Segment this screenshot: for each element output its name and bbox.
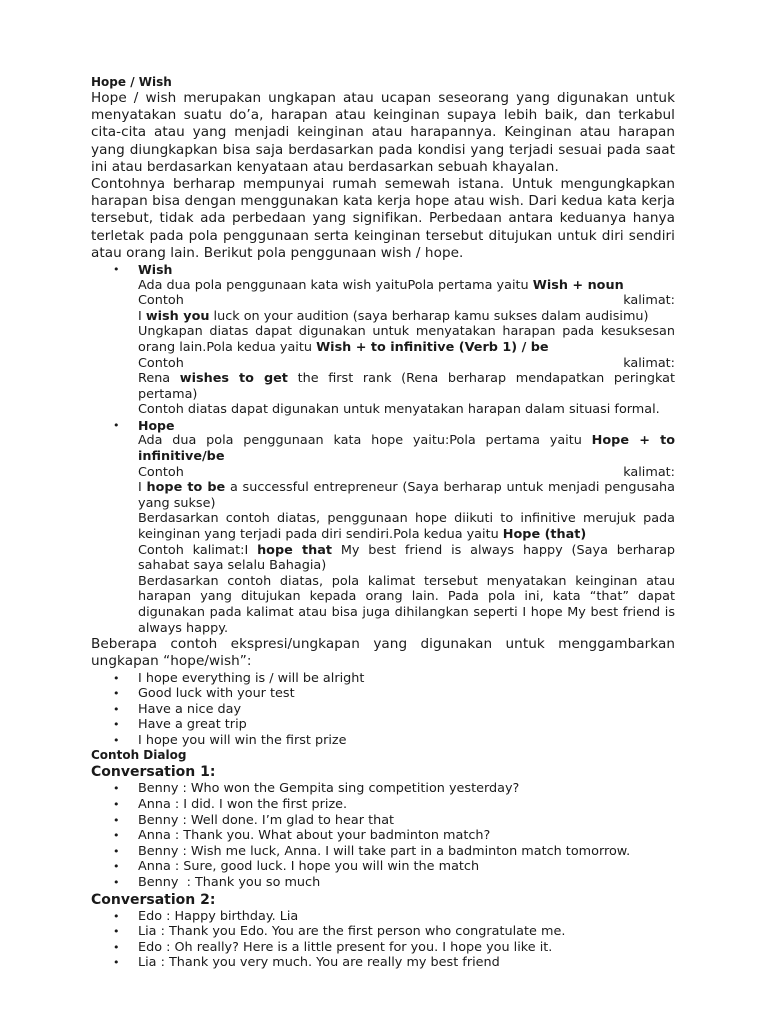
wish-example-2 (138, 371, 675, 402)
list-item (91, 671, 675, 687)
dialog-line (91, 859, 675, 875)
hope-example-2 (138, 543, 675, 574)
bullet-icon: • (113, 956, 120, 970)
hope-note: Berdasarkan contoh diatas, pola kalimat tersebut menyatakan keinginan atau harapan yang ditujukan kepada orang lain. Pada pola ini, kata “that” dapat digunakan pada kalimat atau bisa juga dihilangkan seperti I hope My best friend is always happy. (138, 573, 675, 636)
wish-contoh2-left: Contoh (138, 355, 184, 371)
wish-note: Contoh diatas dapat digunakan untuk menyatakan harapan dalam situasi formal. (138, 402, 660, 418)
intro-paragraph-2: Contohnya berharap mempunyai rumah semewah istana. Untuk mengungkapkan harapan bisa dengan menggunakan kata kerja hope atau wish. Dari kedua kata kerja tersebut, tidak ada perbedaan yang signifikan. Perbedaan antara keduanya hanya terletak pada pola penggunaan serta keinginan tersebut ditujukan untuk diri sendiri atau orang lain. Berikut pola penggunaan wish / hope. (91, 176, 675, 261)
hope-section (91, 418, 675, 636)
wish-p2-text: Ungkapan diatas dapat digunakan untuk menyatakan harapan pada kesuksesan orang lain.Pola kedua yaitu (138, 324, 675, 355)
bullet-icon: • (113, 718, 120, 732)
pattern-list (91, 262, 675, 636)
wish-ex2-post: the first rank (Rena berharap mendapatkan peringkat pertama) (138, 371, 675, 402)
expressions-list (91, 671, 675, 749)
hope-p2-bold: Hope (that) (502, 526, 587, 542)
conversation-1-list (91, 781, 675, 890)
hope-pattern-1 (138, 433, 675, 464)
wish-p1-text: Ada dua pola penggunaan kata wish yaituPola pertama yaitu (138, 277, 533, 293)
wish-p2-bold: Wish + to infinitive (Verb 1) / be (316, 339, 549, 355)
wish-ex2-bold: wishes to get (179, 371, 288, 387)
wish-p1-bold: Wish + noun (532, 277, 624, 293)
hope-ex2-post: My best friend is always happy (Saya berharap sahabat saya selalu Bahagia) (138, 542, 675, 574)
bullet-icon: • (113, 798, 120, 812)
bullet-icon: • (113, 782, 120, 796)
hope-ex1-pre: I (138, 480, 147, 496)
hope-p2-text: Berdasarkan contoh diatas, penggunaan hope diikuti to infinitive merujuk pada keinginan yang terjadi pada diri sendiri.Pola kedua yaitu (138, 511, 675, 542)
hope-ex1-post: a successful entrepreneur (Saya berharap untuk menjadi pengusaha yang sukse) (138, 480, 676, 511)
expression-text: I hope everything is / will be alright (138, 670, 365, 686)
bullet-icon: • (113, 925, 120, 939)
bullet-icon: • (113, 671, 120, 685)
expression-text: Good luck with your test (138, 686, 295, 702)
wish-pattern-2 (138, 324, 675, 355)
hope-contoh-line (138, 465, 675, 481)
conversation-1-title: Conversation 1: (91, 764, 216, 781)
conversation-2-title: Conversation 2: (91, 891, 216, 908)
wish-example-1 (138, 309, 675, 325)
bullet-icon: • (113, 263, 120, 277)
dialog-text: Anna : Thank you. What about your badminton match? (138, 828, 491, 844)
hope-p1-text: Ada dua pola penggunaan kata hope yaitu:Pola pertama yaitu (138, 433, 592, 449)
list-item (91, 733, 675, 749)
dialog-line (91, 828, 675, 844)
bullet-icon: • (113, 733, 120, 747)
dialog-line (91, 924, 675, 940)
dialog-text: Anna : I did. I won the first prize. (138, 797, 348, 813)
bullet-icon: • (113, 940, 120, 954)
hope-example-1 (138, 480, 675, 511)
bullet-icon: • (113, 876, 120, 890)
wish-contoh2-line (138, 356, 675, 372)
document-page (91, 75, 675, 971)
expressions-intro: Beberapa contoh ekspresi/ungkapan yang digunakan untuk menggambarkan ungkapan “hope/wish”: (91, 636, 675, 670)
dialog-line (91, 940, 675, 956)
dialog-line (91, 813, 675, 829)
wish-ex2-pre: Rena (138, 371, 180, 387)
dialog-text: Benny : Wish me luck, Anna. I will take part in a badminton match tomorrow. (138, 843, 631, 859)
bullet-icon: • (113, 702, 120, 716)
wish-ex1-post: luck on your audition (saya berharap kamu sukses dalam audisimu) (209, 308, 649, 324)
dialog-text: Lia : Thank you Edo. You are the first person who congratulate me. (138, 924, 566, 940)
dialog-text: Lia : Thank you very much. You are really my best friend (138, 955, 500, 971)
wish-contoh-left: Contoh (138, 293, 184, 309)
wish-pattern-1 (138, 278, 675, 294)
dialog-heading: Contoh Dialog (91, 748, 187, 763)
conversation-2-list (91, 909, 675, 971)
dialog-line (91, 844, 675, 860)
bullet-icon: • (113, 813, 120, 827)
hope-contoh-left: Contoh (138, 464, 184, 480)
hope-ex1-bold: hope to be (146, 480, 226, 496)
dialog-line (91, 781, 675, 797)
document-title: Hope / Wish (91, 75, 172, 89)
dialog-text: Edo : Happy birthday. Lia (138, 908, 299, 924)
hope-ex2-bold: hope that (257, 542, 333, 558)
wish-title: Wish (138, 262, 173, 278)
bullet-icon: • (113, 418, 120, 432)
bullet-icon: • (113, 860, 120, 874)
dialog-line (91, 955, 675, 971)
bullet-icon: • (113, 829, 120, 843)
hope-title: Hope (138, 417, 175, 433)
hope-contoh-right: kalimat: (623, 464, 675, 480)
bullet-icon: • (113, 909, 120, 923)
intro-paragraph-1: Hope / wish merupakan ungkapan atau ucapan seseorang yang digunakan untuk menyatakan suatu do’a, harapan atau keinginan supaya lebih baik, dan terkabul cita-cita atau yang menjadi keinginan atau harapannya. Keinginan atau harapan yang diungkapkan bisa saja berdasarkan pada kondisi yang terjadi sesuai pada saat ini atau berdasarkan kenyataan atau berdasarkan sebuah khayalan. (91, 90, 675, 175)
dialog-text: Anna : Sure, good luck. I hope you will win the match (138, 859, 480, 875)
hope-pattern-2 (138, 511, 675, 542)
bullet-icon: • (113, 687, 120, 701)
list-item (91, 702, 675, 718)
dialog-line (91, 875, 675, 891)
wish-contoh2-right: kalimat: (623, 355, 675, 371)
list-item (91, 717, 675, 733)
expression-text: Have a nice day (138, 701, 242, 717)
bullet-icon: • (113, 844, 120, 858)
dialog-text: Benny : Well done. I’m glad to hear that (138, 812, 395, 828)
wish-section (91, 262, 675, 418)
wish-contoh-line (138, 293, 675, 309)
dialog-text: Edo : Oh really? Here is a little present for you. I hope you like it. (138, 939, 553, 955)
wish-contoh-right: kalimat: (623, 293, 675, 309)
expression-text: I hope you will win the first prize (138, 732, 347, 748)
dialog-text: Benny : Thank you so much (138, 875, 321, 891)
dialog-line (91, 797, 675, 813)
dialog-text: Benny : Who won the Gempita sing competition yesterday? (138, 781, 520, 797)
hope-p1-bold: Hope + to infinitive/be (138, 433, 676, 464)
dialog-line (91, 909, 675, 925)
hope-ex2-pre: Contoh kalimat:I (138, 542, 258, 558)
wish-ex1-bold: wish you (145, 308, 210, 324)
expression-text: Have a great trip (138, 717, 247, 733)
list-item (91, 686, 675, 702)
wish-ex1-pre: I (138, 308, 146, 324)
